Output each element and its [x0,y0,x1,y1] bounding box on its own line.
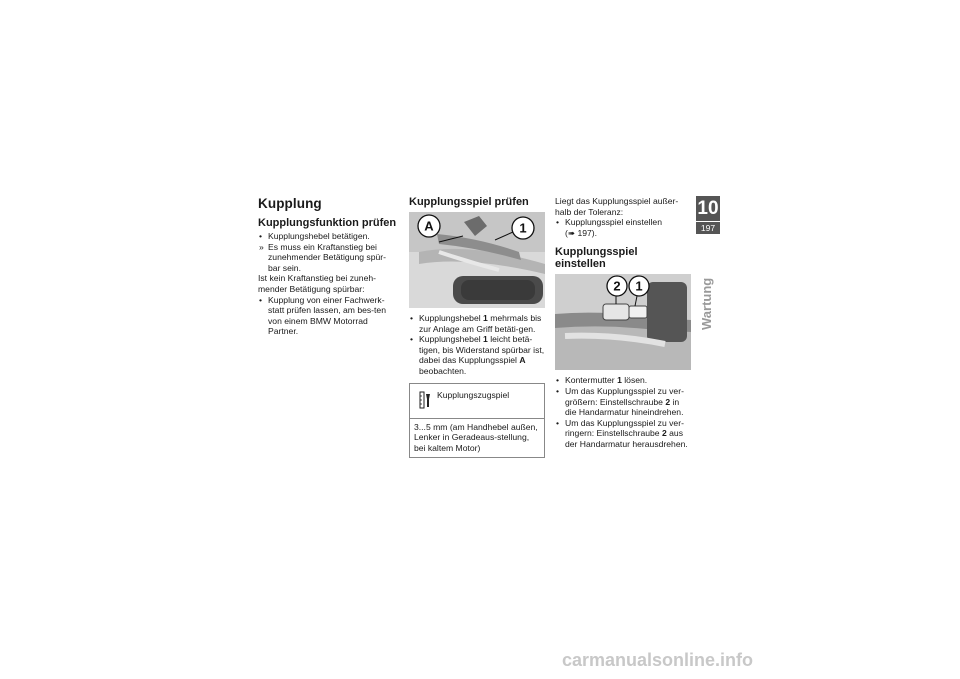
result-item: » Es muss ein Kraftanstieg bei zunehmender Betätigung spür-bar sein. [258,242,398,274]
text: Kupplungshebel [419,313,481,323]
column-1 [258,196,398,337]
text: in die Handarmatur hineindrehen. [565,396,684,418]
ref-number: 2 [661,428,667,439]
list-item [555,217,691,238]
spec-header [410,384,544,419]
subheading-clutch-function: Kupplungsfunktion prüfen [258,217,397,229]
instruction-list [258,231,398,273]
list-item [409,334,545,376]
list-item: • Kupplungshebel betätigen. [258,231,398,242]
ref-number: 2 [665,396,671,407]
instruction-list [555,217,691,238]
column-3 [555,196,691,450]
subheading-adjust-play: Kupplungsspiel einstellen [555,246,638,271]
watermark: carmanualsonline.info [562,650,754,670]
photo-label-1: 1 [519,220,527,236]
tool-icon [419,391,431,409]
instruction-list [555,375,691,449]
paragraph: Ist kein Kraftanstieg bei zuneh-mender Betätigung spürbar: [258,273,376,294]
photo-label-2: 2 [613,278,621,294]
cross-reference-link[interactable]: (➠ 197). [565,227,598,238]
chapter-tab [696,196,720,234]
text: Um das Kupplungsspiel zu ver-ringern: Einstellschraube [565,417,684,439]
adjuster-photo [555,274,691,370]
text: Kupplungsspiel einstellen [565,217,662,228]
spec-box [409,383,545,459]
ref-number: 1 [617,375,622,386]
list-item [409,313,545,334]
ref-number: 1 [483,334,488,345]
text: beobachten. [419,365,467,376]
list-item [555,418,691,450]
instruction-list [258,295,398,337]
text: mehrmals bis zur Anlage am Griff betäti-gen. [419,313,542,334]
subheading-check-play: Kupplungsspiel prüfen [409,196,529,208]
paragraph: Liegt das Kupplungsspiel außer-halb der Toleranz: [555,196,679,217]
text: Kupplungshebel [419,334,481,345]
section-heading: Kupplung [258,196,322,211]
text: Kontermutter [565,375,615,386]
chapter-title: Wartung [699,277,714,330]
spec-title: Kupplungszugspiel [437,389,510,400]
text: leicht betä-tigen, bis Widerstand spürbar ist, dabei das Kupplungsspiel [419,334,545,366]
page-number: 197 [696,222,720,234]
photo-label-a: A [424,218,434,234]
text: aus der Handarmatur herausdrehen. [565,428,688,449]
list-item [555,386,691,418]
column-2 [409,196,545,458]
list-item: • Kupplung von einer Fachwerk-statt prüfen lassen, am bes-ten von einem BMW Motorrad Partner. [258,295,398,337]
instruction-list [409,313,545,377]
spec-value: 3...5 mm (am Handhebel außen, Lenker in Geradeaus-stellung, bei kaltem Motor) [414,421,538,453]
chapter-number: 10 [697,198,719,219]
clutch-lever-photo [409,212,545,308]
text: lösen. [624,375,648,386]
ref-letter: A [519,355,526,366]
ref-number: 1 [483,313,488,323]
list-item [555,375,691,386]
text: Um das Kupplungsspiel zu ver-größern: Einstellschraube [565,385,684,407]
photo-label-1: 1 [635,278,643,294]
